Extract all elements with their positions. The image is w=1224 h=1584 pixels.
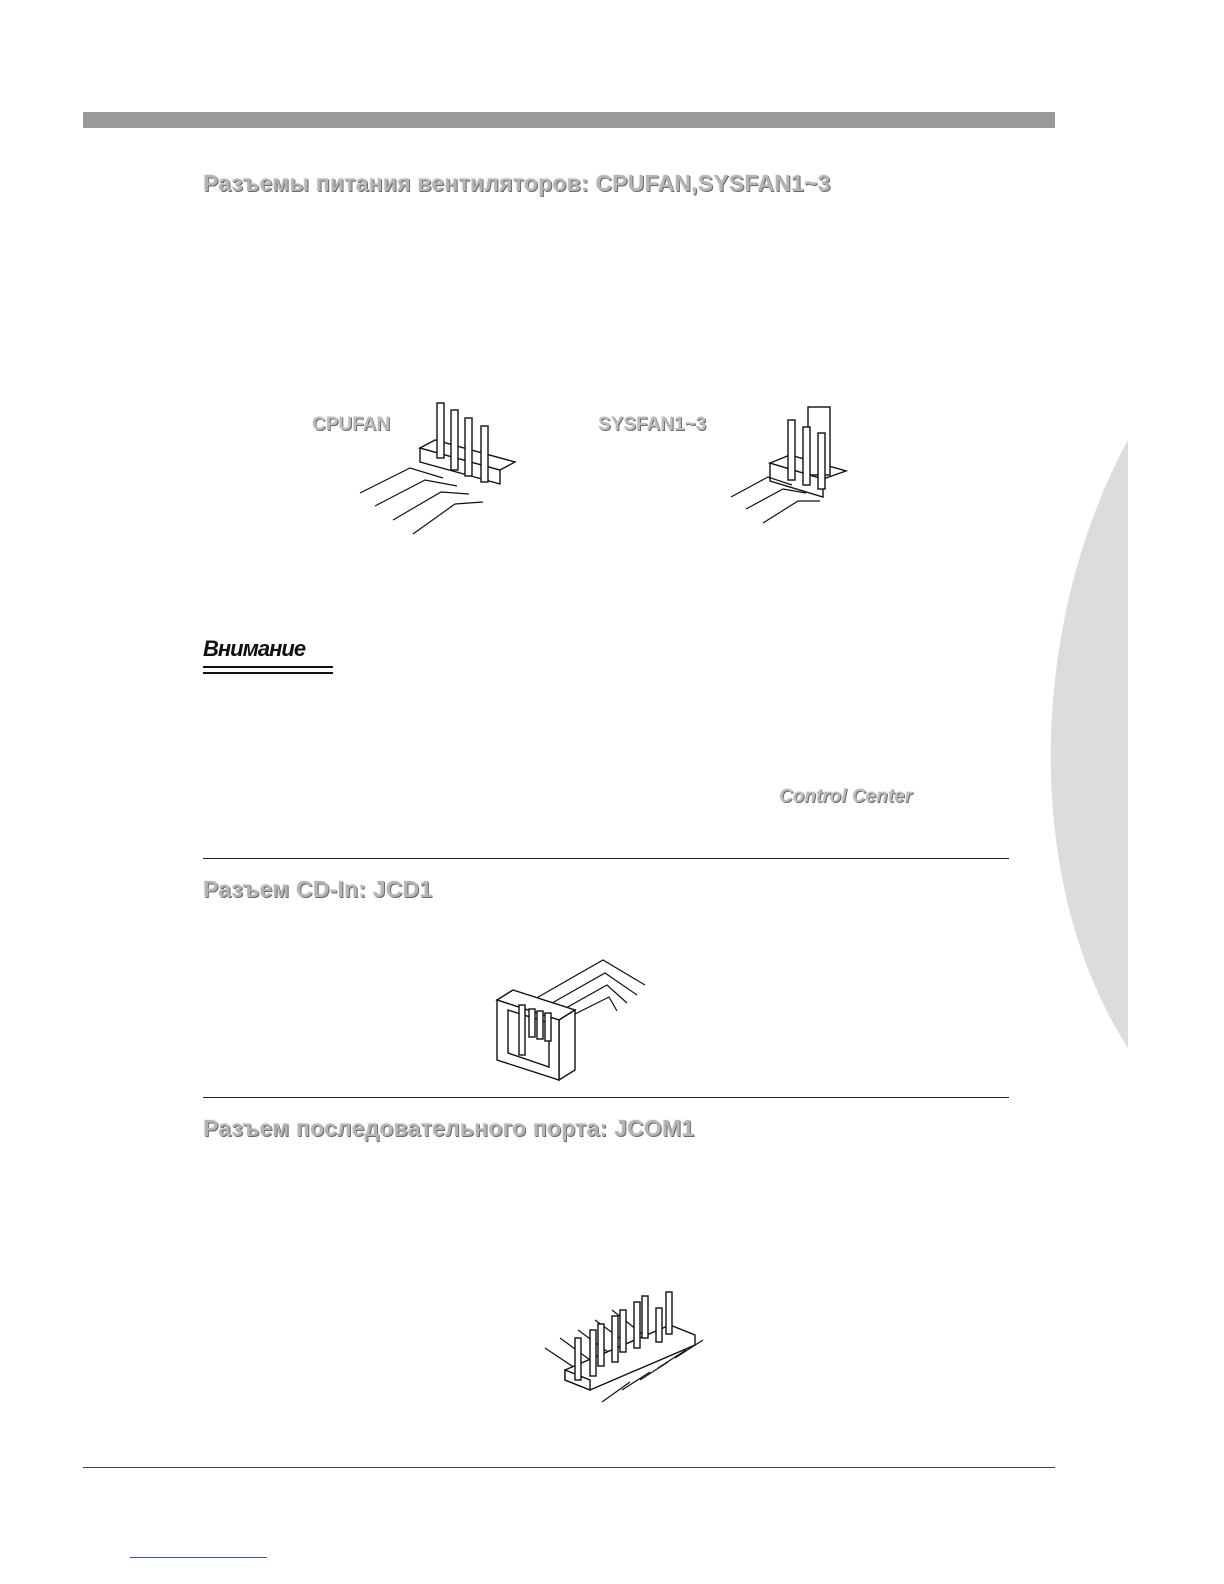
cpufan-label: CPUFAN [312,414,391,435]
footer-link-underline[interactable] [130,1557,267,1558]
control-center-text: Control Center [779,786,912,807]
cpufan-connector-diagram [355,398,515,538]
attention-underline [203,666,333,668]
sysfan-connector-diagram [728,405,853,530]
header-bar [83,112,1055,128]
attention-underline-2 [203,672,333,674]
fan-connectors-heading: Разъемы питания вентиляторов: CPUFAN,SYSFAN1~3 [203,170,831,196]
sysfan-label: SYSFAN1~3 [598,414,707,435]
cd-in-heading: Разъем CD-In: JCD1 [203,876,433,902]
serial-port-heading: Разъем последовательного порта: JCOM1 [203,1115,695,1141]
footer-rule [83,1467,1055,1468]
section-divider-2 [203,1097,1009,1098]
section-divider [203,858,1009,859]
jcom1-connector-diagram [540,1290,710,1405]
jcd1-connector-diagram [493,955,653,1085]
attention-title: Внимание [203,636,306,661]
